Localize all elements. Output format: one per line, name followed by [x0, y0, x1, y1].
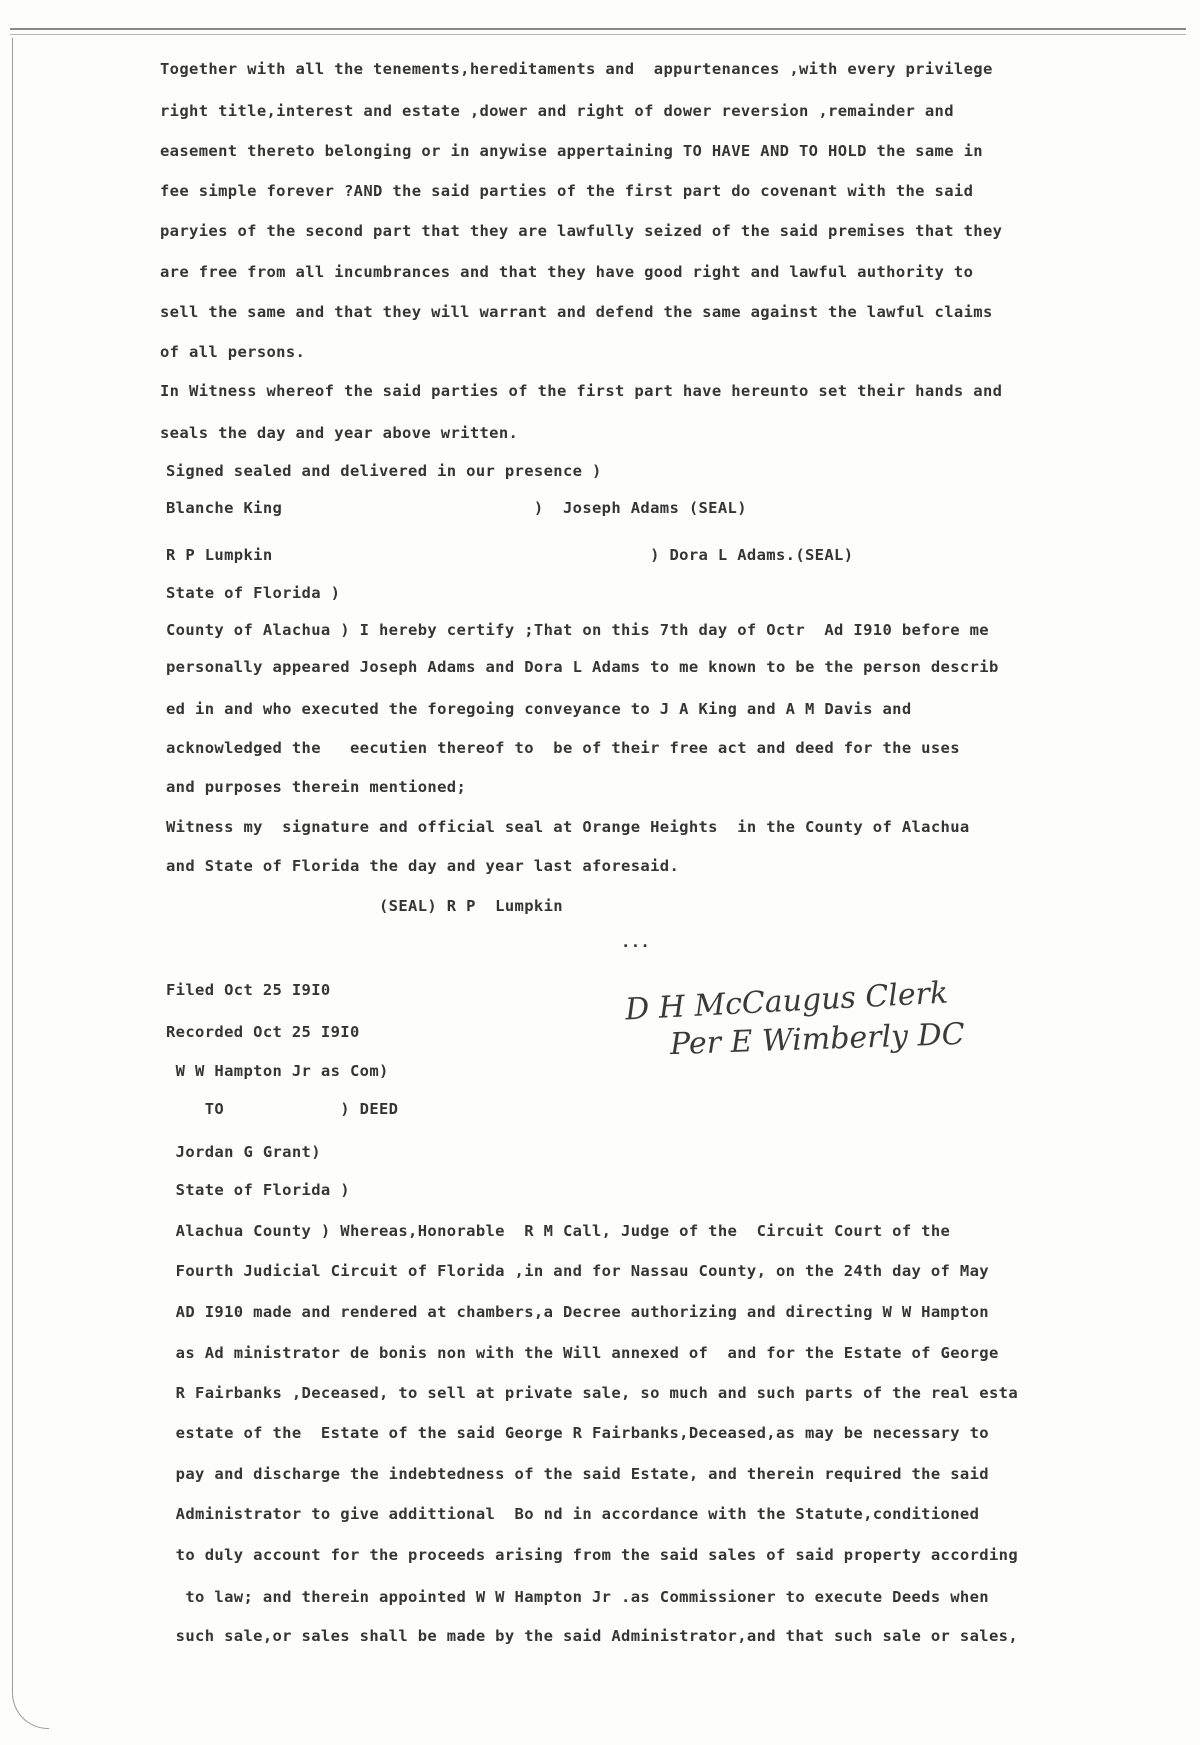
text-line: Jordan G Grant): [166, 1143, 321, 1161]
text-line: personally appeared Joseph Adams and Dora L Adams to me known to be the person describ: [166, 658, 999, 676]
text-line: (SEAL) R P Lumpkin: [166, 897, 563, 915]
text-line: of all persons.: [160, 343, 306, 361]
text-line: Blanche King ) Joseph Adams (SEAL): [166, 499, 747, 517]
text-line: estate of the Estate of the said George R Fairbanks,Deceased,as may be necessary to: [166, 1424, 989, 1442]
text-line: State of Florida ): [166, 1181, 350, 1199]
text-line: Administrator to give addittional Bo nd in accordance with the Statute,conditioned: [166, 1505, 980, 1523]
text-line: acknowledged the eecutien thereof to be of their free act and deed for the uses: [166, 739, 960, 757]
text-line: right title,interest and estate ,dower and right of dower reversion ,remainder and: [160, 102, 954, 120]
text-line: County of Alachua ) I hereby certify ;That on this 7th day of Octr Ad I910 before me: [166, 621, 989, 639]
text-line: sell the same and that they will warrant and defend the same against the lawful claims: [160, 303, 993, 321]
text-line: In Witness whereof the said parties of the first part have hereunto set their hands and: [160, 382, 1003, 400]
text-line: R P Lumpkin ) Dora L Adams.(SEAL): [166, 546, 854, 564]
top-border-rule: [10, 28, 1186, 35]
text-line: Filed Oct 25 I9I0: [166, 981, 331, 999]
text-line: Fourth Judicial Circuit of Florida ,in and for Nassau County, on the 24th day of May: [166, 1262, 989, 1280]
text-line: TO ) DEED: [166, 1100, 399, 1118]
text-line: as Ad ministrator de bonis non with the Will annexed of and for the Estate of George: [166, 1344, 999, 1362]
text-line: paryies of the second part that they are lawfully seized of the said premises that they: [160, 222, 1003, 240]
text-line: to duly account for the proceeds arising from the said sales of said property according: [166, 1546, 1018, 1564]
text-line: easement thereto belonging or in anywise appertaining TO HAVE AND TO HOLD the same in: [160, 142, 983, 160]
deputy-clerk-signature: Per E Wimberly DC: [669, 1016, 966, 1063]
text-line: pay and discharge the indebtedness of the said Estate, and therein required the said: [166, 1465, 989, 1483]
text-line: Alachua County ) Whereas,Honorable R M Call, Judge of the Circuit Court of the: [166, 1222, 951, 1240]
text-line: and State of Florida the day and year last aforesaid.: [166, 857, 680, 875]
text-line: ed in and who executed the foregoing conveyance to J A King and A M Davis and: [166, 700, 912, 718]
text-line: AD I910 made and rendered at chambers,a Decree authorizing and directing W W Hampton: [166, 1303, 989, 1321]
text-line: are free from all incumbrances and that they have good right and lawful authority to: [160, 263, 974, 281]
clerk-signature: D H McCaugus Clerk: [624, 975, 949, 1028]
text-line: State of Florida ): [166, 584, 341, 602]
text-line: and purposes therein mentioned;: [166, 778, 467, 796]
text-line: W W Hampton Jr as Com): [166, 1062, 389, 1080]
text-line: to law; and therein appointed W W Hampton Jr .as Commissioner to execute Deeds when: [166, 1588, 989, 1606]
page-left-edge: [12, 38, 49, 1729]
text-line: Recorded Oct 25 I9I0: [166, 1023, 360, 1041]
text-line: R Fairbanks ,Deceased, to sell at private sale, so much and such parts of the real esta: [166, 1384, 1018, 1402]
text-line: fee simple forever ?AND the said parties of the first part do covenant with the said: [160, 182, 974, 200]
text-line: such sale,or sales shall be made by the said Administrator,and that such sale or sales,: [166, 1627, 1018, 1645]
text-line: Witness my signature and official seal at Orange Heights in the County of Alachua: [166, 818, 970, 836]
text-line: Signed sealed and delivered in our presence ): [166, 462, 602, 480]
text-line: Together with all the tenements,hereditaments and appurtenances ,with every privilege: [160, 60, 993, 78]
text-line: seals the day and year above written.: [160, 424, 519, 442]
text-line: ...: [166, 933, 651, 951]
